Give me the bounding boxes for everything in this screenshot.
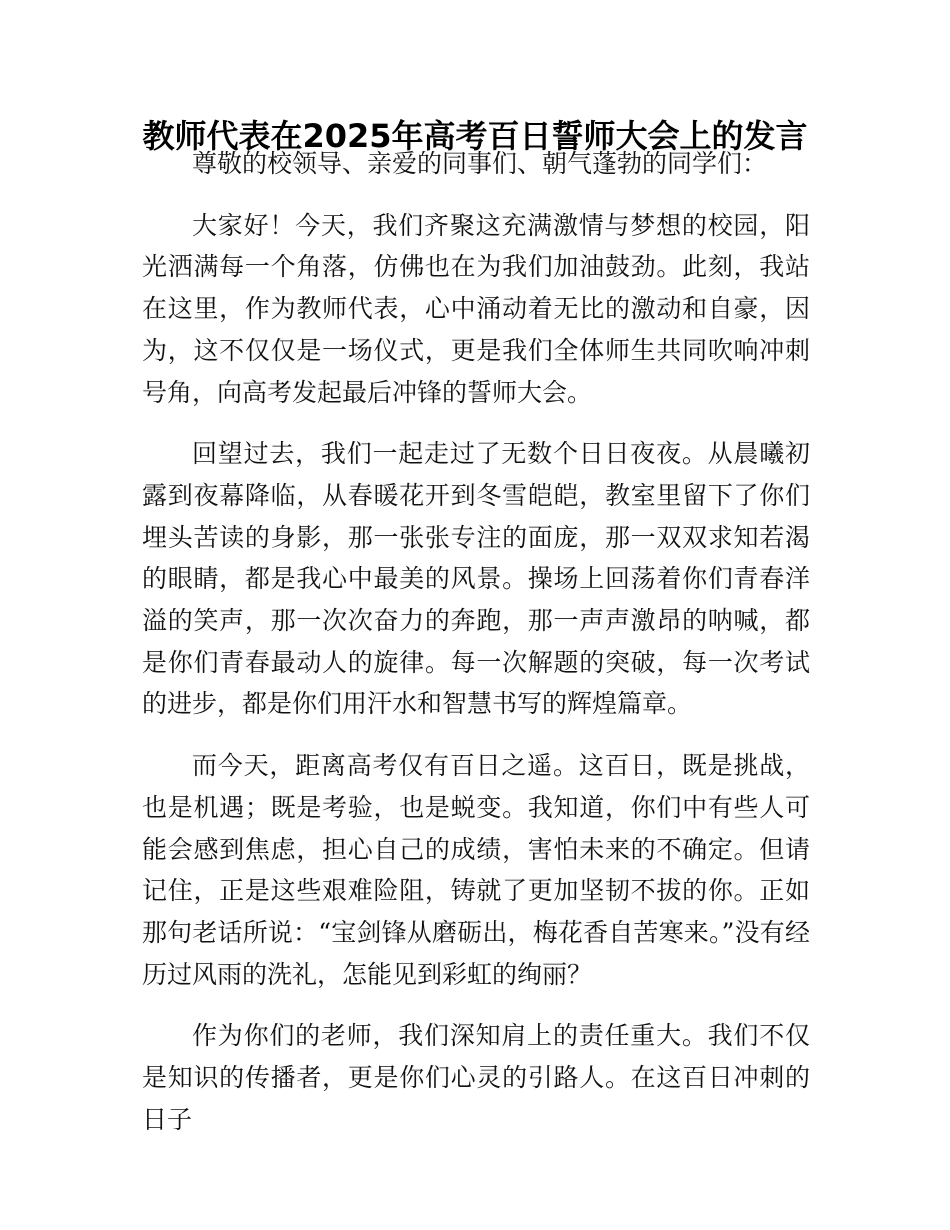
- salutation: 尊敬的校领导、亲爱的同事们、朝气蓬勃的同学们：: [192, 149, 768, 178]
- document-title: 教师代表在2025年高考百日誓师大会上的发言: [142, 117, 808, 155]
- document-body: [142, 143, 810, 1160]
- paragraph-1: 大家好！今天，我们齐聚这充满激情与梦想的校园，阳光洒满每一个角落，仿佛也在为我们加油鼓劲。此刻，我站在这里，作为教师代表，心中涌动着无比的激动和自豪，因为，这不仅仅是一场仪式，更是我们全体师生共同吹响冲刺号角，向高考发起最后冲锋的誓师大会。: [142, 210, 810, 407]
- paragraph-3: 而今天，距离高考仅有百日之遥。这百日，既是挑战，也是机遇；既是考验，也是蜕变。我知道，你们中有些人可能会感到焦虑，担心自己的成绩，害怕未来的不确定。但请记住，正是这些艰难险阻，铸就了更加坚韧不拔的你。正如那句老话所说：“宝剑锋从磨砺出，梅花香自苦寒来。”没有经历过风雨的洗礼，怎能见到彩虹的绚丽？: [142, 751, 810, 989]
- paragraph-2: 回望过去，我们一起走过了无数个日日夜夜。从晨曦初露到夜幕降临，从春暖花开到冬雪皑皑，教室里留下了你们埋头苦读的身影，那一张张专注的面庞，那一双双求知若渴的眼睛，都是我心中最美的风景。操场上回荡着你们青春洋溢的笑声，那一次次奋力的奔跑，那一声声激昂的呐喊，都是你们青春最动人的旋律。每一次解题的突破，每一次考试的进步，都是你们用汗水和智慧书写的辉煌篇章。: [142, 439, 810, 719]
- paragraph-4: 作为你们的老师，我们深知肩上的责任重大。我们不仅是知识的传播者，更是你们心灵的引路人。在这百日冲刺的日子: [142, 1021, 810, 1134]
